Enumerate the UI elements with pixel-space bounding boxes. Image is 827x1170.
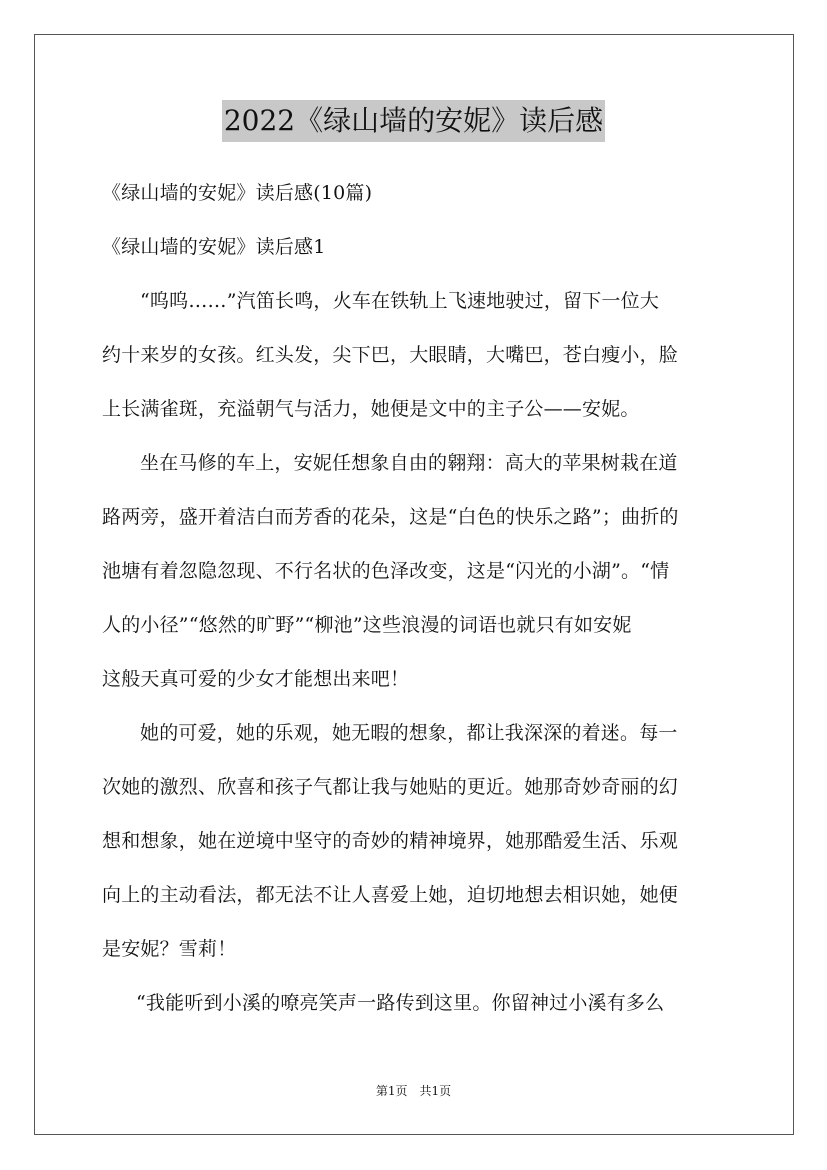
body-line-4: 坐在马修的车上，安妮任想象自由的翱翔：高大的苹果树栽在道 (140, 452, 678, 474)
body-line-6: 池塘有着忽隐忽现、不行名状的色泽改变，这是“闪光的小湖”。“情 (102, 560, 670, 582)
body-line-9: 她的可爱，她的乐观，她无暇的想象，都让我深深的着迷。每一 (140, 722, 678, 744)
document-title: 2022《绿山墙的安妮》读后感 (222, 100, 605, 142)
title-container (0, 100, 827, 142)
body-line-2: 约十来岁的女孩。红头发，尖下巴，大眼睛，大嘴巴，苍白瘦小，脸 (102, 344, 679, 366)
body-line-13: 是安妮？雪莉！ (102, 938, 237, 960)
body-line-12: 向上的主动看法，都无法不让人喜爱上她，迫切地想去相识她，她便 (102, 884, 679, 906)
body-line-14: “我能听到小溪的嘹亮笑声一路传到这里。你留神过小溪有多么 (136, 992, 665, 1014)
subtitle: 《绿山墙的安妮》读后感(10篇) (102, 182, 373, 204)
body-line-7: 人的小径”“悠然的旷野”“柳池”这些浪漫的词语也就只有如安妮 (102, 614, 632, 636)
section-heading: 《绿山墙的安妮》读后感1 (102, 236, 326, 258)
body-line-11: 想和想象，她在逆境中坚守的奇妙的精神境界，她那酷爱生活、乐观 (102, 830, 679, 852)
body-line-10: 次她的激烈、欣喜和孩子气都让我与她贴的更近。她那奇妙奇丽的幻 (102, 776, 679, 798)
body-line-5: 路两旁，盛开着洁白而芳香的花朵，这是“白色的快乐之路”；曲折的 (102, 506, 679, 528)
body-line-8: 这般天真可爱的少女才能想出来吧！ (102, 668, 410, 690)
body-line-3: 上长满雀斑，充溢朝气与活力，她便是文中的主子公——安妮。 (102, 398, 640, 420)
body-line-1: “呜呜……”汽笛长鸣，火车在铁轨上飞速地驶过，留下一位大 (140, 290, 660, 312)
page-footer: 第1页 共1页 (375, 1084, 452, 1098)
